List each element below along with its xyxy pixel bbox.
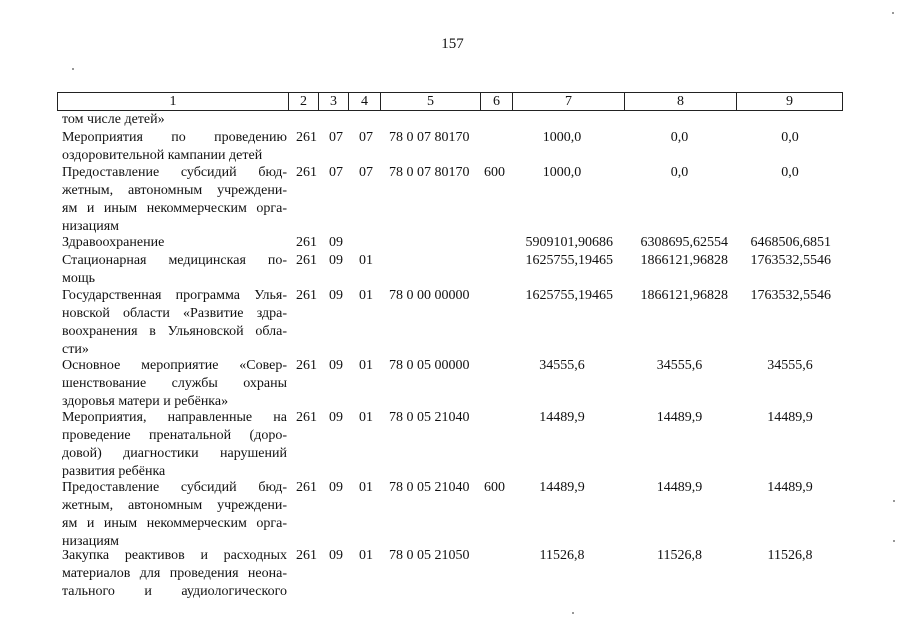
description-line: Здравоохранение bbox=[62, 235, 165, 250]
cell-amount-col9: 14489,9 bbox=[767, 410, 813, 425]
scan-speck bbox=[893, 540, 895, 542]
cell-subsection: 01 bbox=[359, 358, 373, 373]
cell-code: 261 bbox=[296, 235, 317, 250]
row-description bbox=[62, 547, 287, 601]
cell-section: 09 bbox=[329, 548, 343, 563]
cell-amount-col9: 14489,9 bbox=[767, 480, 813, 495]
cell-subsection: 01 bbox=[359, 480, 373, 495]
description-line: Мероприятия, направленные на bbox=[62, 410, 287, 425]
cell-target-article: 78 0 07 80170 bbox=[389, 165, 470, 180]
cell-code: 261 bbox=[296, 130, 317, 145]
cell-expense-type: 600 bbox=[484, 165, 505, 180]
cell-amount-col8: 11526,8 bbox=[657, 548, 702, 563]
header-col-4: 4 bbox=[349, 93, 381, 110]
description-line: проведение пренатальной (доро- bbox=[62, 428, 287, 443]
description-line: ям и иным некоммерческим орга- bbox=[62, 516, 287, 531]
scan-speck bbox=[572, 612, 574, 614]
cell-amount-col8: 0,0 bbox=[670, 130, 689, 145]
description-line: Предоставление субсидий бюд- bbox=[62, 165, 287, 180]
cell-subsection: 01 bbox=[359, 253, 373, 268]
scan-speck bbox=[892, 12, 894, 14]
cell-target-article: 78 0 05 21040 bbox=[389, 480, 470, 495]
row-description bbox=[62, 111, 287, 129]
scan-speck bbox=[893, 500, 895, 502]
cell-target-article: 78 0 05 00000 bbox=[389, 358, 470, 373]
description-line: шенствование службы охраны bbox=[62, 376, 287, 391]
description-line: тального и аудиологического bbox=[62, 584, 287, 599]
description-line: мощь bbox=[62, 271, 96, 286]
description-line: Стационарная медицинская по- bbox=[62, 253, 287, 268]
cell-amount-col8: 34555,6 bbox=[656, 358, 703, 373]
header-col-1: 1 bbox=[58, 93, 289, 110]
row-description bbox=[62, 479, 287, 551]
header-col-2: 2 bbox=[289, 93, 319, 110]
cell-amount-col9: 1763532,5546 bbox=[750, 253, 831, 268]
cell-amount-col7: 1625755,19465 bbox=[525, 253, 613, 268]
description-line: оздоровительной кампании детей bbox=[62, 148, 263, 163]
description-line: Государственная программа Улья- bbox=[62, 288, 287, 303]
cell-amount-col9: 0,0 bbox=[781, 130, 799, 145]
cell-subsection: 01 bbox=[359, 288, 373, 303]
cell-section: 07 bbox=[329, 165, 343, 180]
cell-code: 261 bbox=[296, 548, 317, 563]
cell-target-article: 78 0 00 00000 bbox=[389, 288, 470, 303]
description-line: низациям bbox=[62, 534, 120, 549]
description-line: новской области «Развитие здра- bbox=[62, 306, 287, 321]
cell-section: 09 bbox=[329, 358, 343, 373]
table-header bbox=[57, 92, 843, 111]
cell-amount-col7: 14489,9 bbox=[539, 480, 585, 495]
header-col-9: 9 bbox=[786, 94, 793, 109]
cell-code: 261 bbox=[296, 288, 317, 303]
cell-amount-col8: 1866121,96828 bbox=[640, 253, 728, 268]
cell-subsection: 01 bbox=[359, 548, 373, 563]
page-number: 157 bbox=[441, 36, 464, 52]
description-line: ям и иным некоммерческим орга- bbox=[62, 201, 287, 216]
description-line: жетным, автономным учреждени- bbox=[62, 183, 287, 198]
description-line: довой) диагностики нарушений bbox=[62, 446, 287, 461]
description-line: Мероприятия по проведению bbox=[62, 130, 287, 145]
description-line: материалов для проведения неона- bbox=[62, 566, 287, 581]
cell-amount-col8: 6308695,62554 bbox=[640, 235, 728, 250]
cell-code: 261 bbox=[296, 165, 317, 180]
row-description bbox=[62, 234, 287, 252]
description-line: Закупка реактивов и расходных bbox=[62, 548, 287, 563]
row-description bbox=[62, 357, 287, 411]
cell-section: 07 bbox=[329, 130, 343, 145]
description-line: том числе детей» bbox=[62, 112, 165, 127]
cell-amount-col9: 11526,8 bbox=[767, 548, 813, 563]
cell-amount-col9: 0,0 bbox=[781, 165, 799, 180]
row-description bbox=[62, 409, 287, 481]
cell-section: 09 bbox=[329, 235, 343, 250]
cell-amount-col9: 1763532,5546 bbox=[750, 288, 831, 303]
cell-amount-col8: 14489,9 bbox=[656, 410, 703, 425]
cell-amount-col7: 11526,8 bbox=[539, 548, 585, 563]
cell-section: 09 bbox=[329, 288, 343, 303]
description-line: развития ребёнка bbox=[62, 464, 166, 479]
cell-expense-type: 600 bbox=[484, 480, 505, 495]
description-line: сти» bbox=[62, 342, 89, 357]
cell-code: 261 bbox=[296, 358, 317, 373]
header-col-6: 6 bbox=[481, 93, 513, 110]
cell-amount-col8: 0,0 bbox=[670, 165, 689, 180]
row-description bbox=[62, 287, 287, 359]
cell-section: 09 bbox=[329, 410, 343, 425]
cell-subsection: 07 bbox=[359, 130, 373, 145]
cell-subsection: 07 bbox=[359, 165, 373, 180]
description-line: воохранения в Ульяновской обла- bbox=[62, 324, 287, 339]
description-line: Предоставление субсидий бюд- bbox=[62, 480, 287, 495]
cell-amount-col9: 6468506,6851 bbox=[750, 235, 831, 250]
cell-amount-col7: 1000,0 bbox=[542, 165, 582, 180]
cell-amount-col9: 34555,6 bbox=[767, 358, 813, 373]
scan-speck bbox=[72, 68, 74, 70]
cell-code: 261 bbox=[296, 480, 317, 495]
description-line: Основное мероприятие «Совер- bbox=[62, 358, 287, 373]
cell-amount-col8: 14489,9 bbox=[656, 480, 703, 495]
description-line: здоровья матери и ребёнка» bbox=[62, 394, 229, 409]
cell-amount-col7: 5909101,90686 bbox=[525, 235, 613, 250]
cell-target-article: 78 0 05 21050 bbox=[389, 548, 470, 563]
cell-subsection: 01 bbox=[359, 410, 373, 425]
cell-amount-col8: 1866121,96828 bbox=[640, 288, 728, 303]
row-description bbox=[62, 129, 287, 165]
description-line: низациям bbox=[62, 219, 120, 234]
header-col-5: 5 bbox=[381, 93, 481, 110]
cell-code: 261 bbox=[296, 253, 317, 268]
row-description bbox=[62, 164, 287, 236]
cell-amount-col7: 34555,6 bbox=[539, 358, 585, 373]
cell-target-article: 78 0 07 80170 bbox=[389, 130, 470, 145]
cell-target-article: 78 0 05 21040 bbox=[389, 410, 470, 425]
cell-amount-col7: 14489,9 bbox=[539, 410, 585, 425]
cell-amount-col7: 1000,0 bbox=[542, 130, 582, 145]
cell-amount-col7: 1625755,19465 bbox=[525, 288, 613, 303]
header-col-7: 7 bbox=[513, 93, 625, 110]
cell-section: 09 bbox=[329, 480, 343, 495]
header-col-8: 8 bbox=[625, 93, 737, 110]
cell-section: 09 bbox=[329, 253, 343, 268]
row-description bbox=[62, 252, 287, 288]
cell-code: 261 bbox=[296, 410, 317, 425]
description-line: жетным, автономным учреждени- bbox=[62, 498, 287, 513]
header-col-3: 3 bbox=[319, 93, 349, 110]
